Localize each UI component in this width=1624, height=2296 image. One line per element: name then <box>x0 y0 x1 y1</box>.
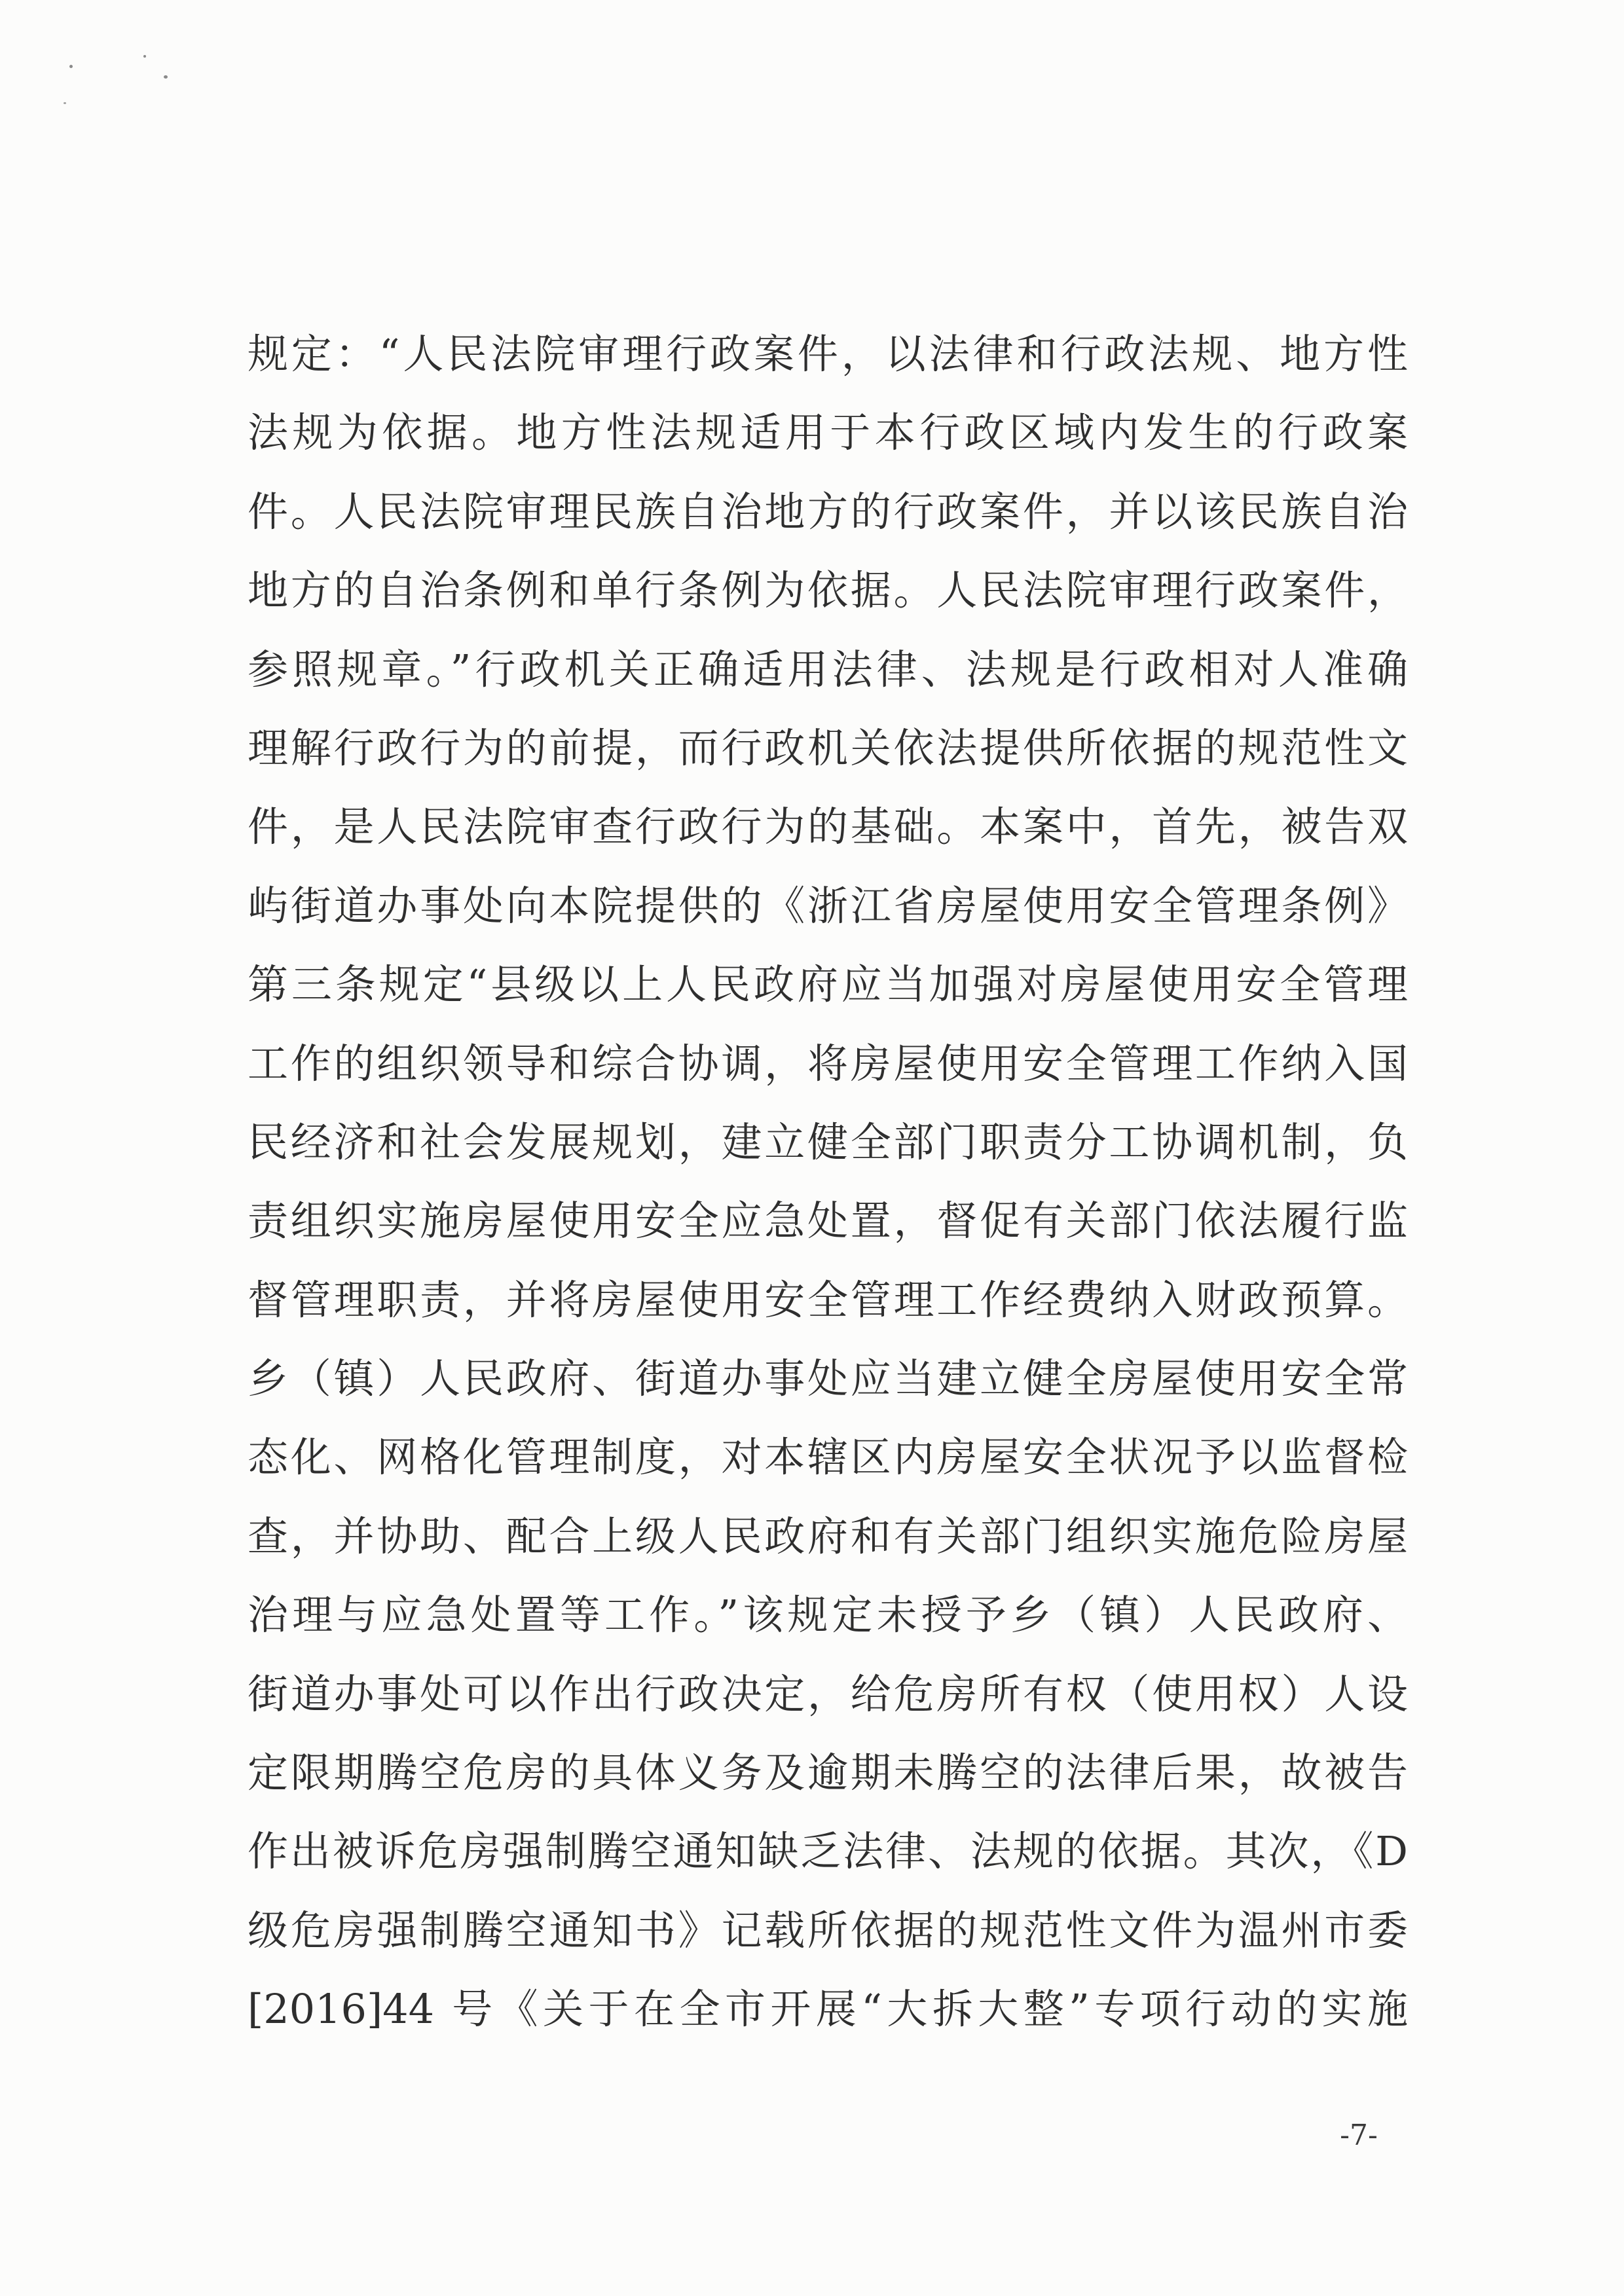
text-line: 规定：“人民法院审理行政案件，以法律和行政法规、地方性 <box>248 330 1408 378</box>
text-line: 参照规章。”行政机关正确适用法律、法规是行政相对人准确 <box>248 645 1408 693</box>
text-line: 第三条规定“县级以上人民政府应当加强对房屋使用安全管理 <box>248 960 1408 1009</box>
text-line: 件。人民法院审理民族自治地方的行政案件，并以该民族自治 <box>248 487 1408 536</box>
judgment-body-text <box>248 315 1408 2049</box>
text-line: 民经济和社会发展规划，建立健全部门职责分工协调机制，负 <box>248 1118 1408 1166</box>
scan-speck <box>143 55 146 58</box>
text-line: 查，并协助、配合上级人民政府和有关部门组织实施危险房屋 <box>248 1512 1408 1560</box>
text-line: 件，是人民法院审查行政行为的基础。本案中，首先，被告双 <box>248 803 1408 851</box>
scan-speck <box>64 102 66 104</box>
text-line: [2016]44 号《关于在全市开展“大拆大整”专项行动的实施 <box>248 1985 1408 2033</box>
text-line: 责组织实施房屋使用安全应急处置，督促有关部门依法履行监 <box>248 1197 1408 1245</box>
text-line: 法规为依据。地方性法规适用于本行政区域内发生的行政案 <box>248 409 1408 457</box>
text-line: 屿街道办事处向本院提供的《浙江省房屋使用安全管理条例》 <box>248 881 1408 930</box>
text-line: 督管理职责，并将房屋使用安全管理工作经费纳入财政预算。 <box>248 1275 1408 1324</box>
page-number: -7- <box>1340 2119 1378 2152</box>
text-line: 治理与应急处置等工作。”该规定未授予乡（镇）人民政府、 <box>248 1591 1408 1639</box>
text-line: 理解行政行为的前提，而行政机关依法提供所依据的规范性文 <box>248 723 1408 772</box>
scan-speck <box>69 65 73 68</box>
text-line: 乡（镇）人民政府、街道办事处应当建立健全房屋使用安全常 <box>248 1355 1408 1403</box>
text-line: 工作的组织领导和综合协调，将房屋使用安全管理工作纳入国 <box>248 1039 1408 1087</box>
text-line: 地方的自治条例和单行条例为依据。人民法院审理行政案件， <box>248 566 1408 615</box>
text-line: 定限期腾空危房的具体义务及逾期未腾空的法律后果，故被告 <box>248 1749 1408 1797</box>
text-line: 作出被诉危房强制腾空通知缺乏法律、法规的依据。其次，《D <box>248 1827 1408 1876</box>
text-line: 街道办事处可以作出行政决定，给危房所有权（使用权）人设 <box>248 1669 1408 1718</box>
text-line: 态化、网格化管理制度，对本辖区内房屋安全状况予以监督检 <box>248 1433 1408 1482</box>
scan-speck <box>164 75 168 79</box>
text-line: 级危房强制腾空通知书》记载所依据的规范性文件为温州市委 <box>248 1906 1408 1954</box>
